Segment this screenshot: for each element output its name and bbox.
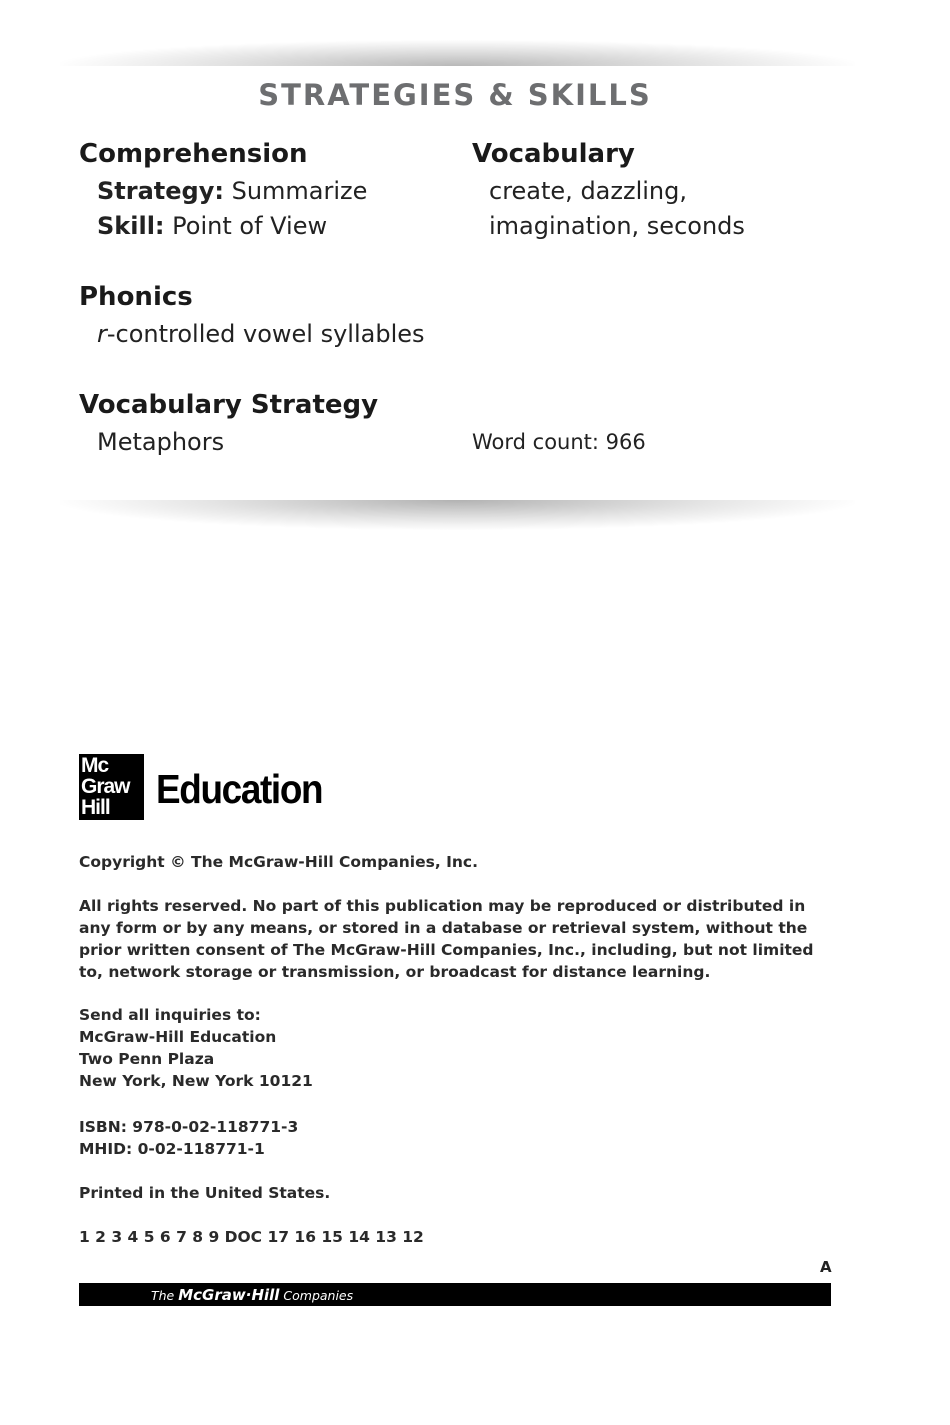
education-wordmark: Education bbox=[156, 766, 323, 812]
inquiries-line-1: McGraw-Hill Education bbox=[79, 1028, 277, 1046]
skill-label: Skill: bbox=[97, 212, 165, 240]
print-number-line: 1 2 3 4 5 6 7 8 9 DOC 17 16 15 14 13 12 bbox=[79, 1228, 424, 1246]
footer-brand: McGraw·Hill bbox=[178, 1286, 280, 1304]
phonics-value: -controlled vowel syllables bbox=[106, 320, 425, 348]
phonics-heading: Phonics bbox=[79, 282, 193, 312]
inquiries-block bbox=[79, 1004, 839, 1092]
printed-line: Printed in the United States. bbox=[79, 1184, 331, 1202]
vocabulary-words-line2: imagination, seconds bbox=[489, 212, 745, 240]
mcgraw-hill-logo-box bbox=[79, 754, 144, 820]
strategy-value: Summarize bbox=[223, 177, 368, 205]
vocabulary-strategy-value: Metaphors bbox=[97, 428, 225, 456]
corner-letter: A bbox=[820, 1258, 832, 1276]
logo-line-hill: Hill bbox=[81, 796, 110, 819]
mhid: MHID: 0-02-118771-1 bbox=[79, 1140, 265, 1158]
phonics-prefix: r bbox=[97, 320, 107, 348]
strategy-label: Strategy: bbox=[97, 177, 224, 205]
isbn: ISBN: 978-0-02-118771-3 bbox=[79, 1118, 299, 1136]
footer-companies: Companies bbox=[279, 1288, 354, 1303]
skill-value: Point of View bbox=[164, 212, 328, 240]
vocabulary-words-line1: create, dazzling, bbox=[489, 177, 687, 205]
footer-bar bbox=[79, 1283, 831, 1306]
inquiries-line-2: Two Penn Plaza bbox=[79, 1050, 215, 1068]
logo-line-mc: Mc bbox=[81, 754, 109, 777]
footer-company-text bbox=[151, 1286, 353, 1304]
copyright-line: Copyright © The McGraw-Hill Companies, Inc. bbox=[79, 853, 479, 871]
strategy-line bbox=[97, 177, 367, 205]
panel-title: STRATEGIES & SKILLS bbox=[258, 78, 652, 112]
word-count: Word count: 966 bbox=[472, 430, 646, 454]
rights-paragraph: All rights reserved. No part of this publication may be reproduced or distributed in any form or by any means, or stored in a database or retrieval system, without the prior written consent of The McGraw-Hill Companies, Inc., including, but not limited to, network storage or transmission, or broadcast for distance learning. bbox=[79, 897, 814, 981]
panel-bottom-shadow bbox=[60, 500, 855, 530]
vocabulary-strategy-heading: Vocabulary Strategy bbox=[79, 390, 379, 420]
vocabulary-heading: Vocabulary bbox=[472, 139, 635, 169]
inquiries-line-0: Send all inquiries to: bbox=[79, 1006, 261, 1024]
skill-line bbox=[97, 212, 327, 240]
phonics-line bbox=[97, 320, 425, 348]
footer-the: The bbox=[151, 1288, 179, 1303]
comprehension-heading: Comprehension bbox=[79, 139, 308, 169]
logo-line-graw: Graw bbox=[81, 775, 130, 798]
panel-top-shadow bbox=[60, 40, 855, 66]
inquiries-line-3: New York, New York 10121 bbox=[79, 1072, 313, 1090]
